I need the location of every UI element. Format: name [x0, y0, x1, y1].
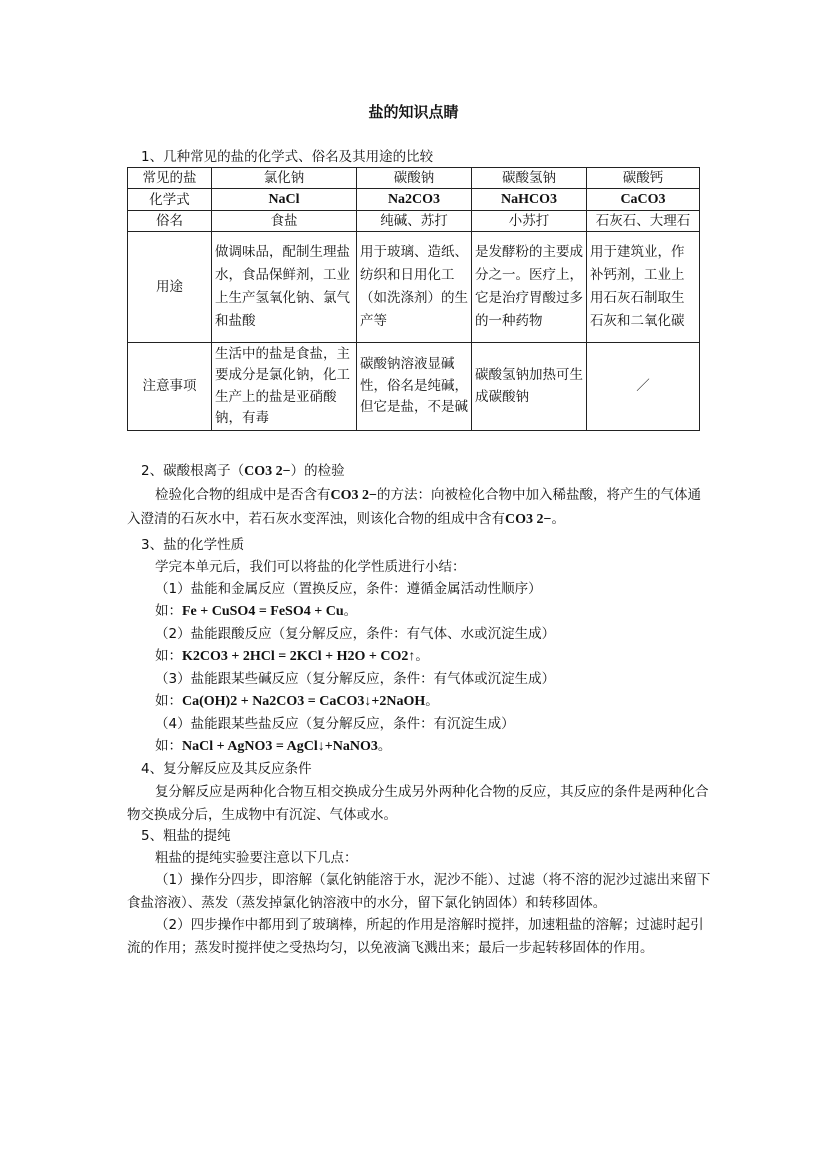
formula-na2co3: Na2CO3	[357, 189, 472, 211]
common-name: 小苏打	[472, 211, 587, 232]
reaction-example: 如：Fe + CuSO4 = FeSO4 + Cu。	[155, 603, 358, 619]
reaction-label: （3）盐能跟某些碱反应（复分解反应，条件：有气体或沉淀生成）	[155, 671, 556, 687]
common-name: 石灰石、大理石	[587, 211, 700, 232]
reaction-label: （2）盐能跟酸反应（复分解反应，条件：有气体、水或沉淀生成）	[155, 626, 556, 642]
section-5-heading: 5、粗盐的提纯	[141, 828, 231, 844]
reaction-label: （1）盐能和金属反应（置换反应，条件：遵循金属活动性顺序）	[155, 581, 542, 597]
section-1-heading: 1、几种常见的盐的化学式、俗名及其用途的比较	[141, 149, 434, 165]
salt-name: 碳酸氢钠	[472, 168, 587, 189]
note-cell-empty	[587, 343, 700, 431]
section-5-point-2: （2）四步操作中都用到了玻璃棒，所起的作用是溶解时搅拌，加速粗盐的溶解；过滤时起引流的作用；蒸发时搅拌使之受热均匀，以免液滴飞溅出来；最后一步起转移固体的作用。	[127, 917, 704, 956]
section-4-heading: 4、复分解反应及其反应条件	[141, 761, 312, 777]
table-row	[128, 232, 700, 343]
salt-comparison-table	[127, 167, 700, 431]
table-row	[128, 189, 700, 211]
note-cell: 生活中的盐是食盐，主要成分是氯化钠，化工生产上的盐是亚硝酸钠，有毒	[212, 343, 357, 431]
section-2-text: 检验化合物的组成中是否含有CO3 2−的方法：向被检化合物中加入稀盐酸，将产生的气体通入澄清的石灰水中，若石灰水变浑浊，则该化合物的组成中含有CO3 2−。	[127, 487, 701, 527]
formula-nacl: NaCl	[212, 189, 357, 211]
equation: NaCl + AgNO3 = AgCl↓+NaNO3	[182, 739, 378, 754]
salt-name: 氯化钠	[212, 168, 357, 189]
table-row	[128, 211, 700, 232]
formula-caco3: CaCO3	[587, 189, 700, 211]
table-row	[128, 168, 700, 189]
note-cell: 碳酸钠溶液显碱性，俗名是纯碱，但它是盐，不是碱	[357, 343, 472, 431]
common-name: 食盐	[212, 211, 357, 232]
use-cell: 做调味品，配制生理盐水，食品保鲜剂，工业上生产氢氧化钠、氯气和盐酸	[212, 232, 357, 343]
section-4-text: 复分解反应是两种化合物互相交换成分生成另外两种化合物的反应，其反应的条件是两种化合物交换成分后，生成物中有沉淀、气体或水。	[127, 784, 709, 823]
reaction-label: （4）盐能跟某些盐反应（复分解反应，条件：有沉淀生成）	[155, 716, 515, 732]
use-cell: 用于玻璃、造纸、纺织和日用化工（如洗涤剂）的生产等	[357, 232, 472, 343]
row-label: 化学式	[128, 189, 212, 211]
reaction-example: 如：NaCl + AgNO3 = AgCl↓+NaNO3。	[155, 738, 392, 754]
note-cell: 碳酸氢钠加热可生成碳酸钠	[472, 343, 587, 431]
section-3-heading: 3、盐的化学性质	[141, 537, 245, 553]
equation: Fe + CuSO4 = FeSO4 + Cu	[182, 604, 344, 619]
equation: K2CO3 + 2HCl = 2KCl + H2O + CO2↑	[182, 649, 416, 664]
carbonate-ion: CO3 2−	[505, 511, 552, 527]
salt-name: 碳酸钙	[587, 168, 700, 189]
page-title: 盐的知识点睛	[368, 103, 459, 121]
row-label: 俗名	[128, 211, 212, 232]
salt-name: 碳酸钠	[357, 168, 472, 189]
section-3-intro: 学完本单元后，我们可以将盐的化学性质进行小结：	[155, 559, 466, 575]
section-2-heading: 2、碳酸根离子（CO3 2−）的检验	[141, 463, 345, 479]
carbonate-ion: CO3 2−	[244, 464, 291, 479]
carbonate-ion: CO3 2−	[330, 488, 377, 503]
row-label: 注意事项	[128, 343, 212, 431]
reaction-example: 如：Ca(OH)2 + Na2CO3 = CaCO3↓+2NaOH。	[155, 693, 439, 709]
section-5-point-1: （1）操作分四步，即溶解（氯化钠能溶于水，泥沙不能）、过滤（将不溶的泥沙过滤出来留下食盐溶液）、蒸发（蒸发掉氯化钠溶液中的水分，留下氯化钠固体）和转移固体。	[127, 872, 711, 911]
slash-mark: ／	[636, 377, 650, 394]
row-label: 用途	[128, 232, 212, 343]
reaction-example: 如：K2CO3 + 2HCl = 2KCl + H2O + CO2↑。	[155, 648, 429, 664]
row-label: 常见的盐	[128, 168, 212, 189]
equation: Ca(OH)2 + Na2CO3 = CaCO3↓+2NaOH	[182, 694, 426, 709]
table-row	[128, 343, 700, 431]
use-cell: 用于建筑业，作补钙剂，工业上用石灰石制取生石灰和二氧化碳	[587, 232, 700, 343]
common-name: 纯碱、苏打	[357, 211, 472, 232]
formula-nahco3: NaHCO3	[472, 189, 587, 211]
section-5-intro: 粗盐的提纯实验要注意以下几点：	[155, 850, 358, 866]
use-cell: 是发酵粉的主要成分之一。医疗上，它是治疗胃酸过多的一种药物	[472, 232, 587, 343]
